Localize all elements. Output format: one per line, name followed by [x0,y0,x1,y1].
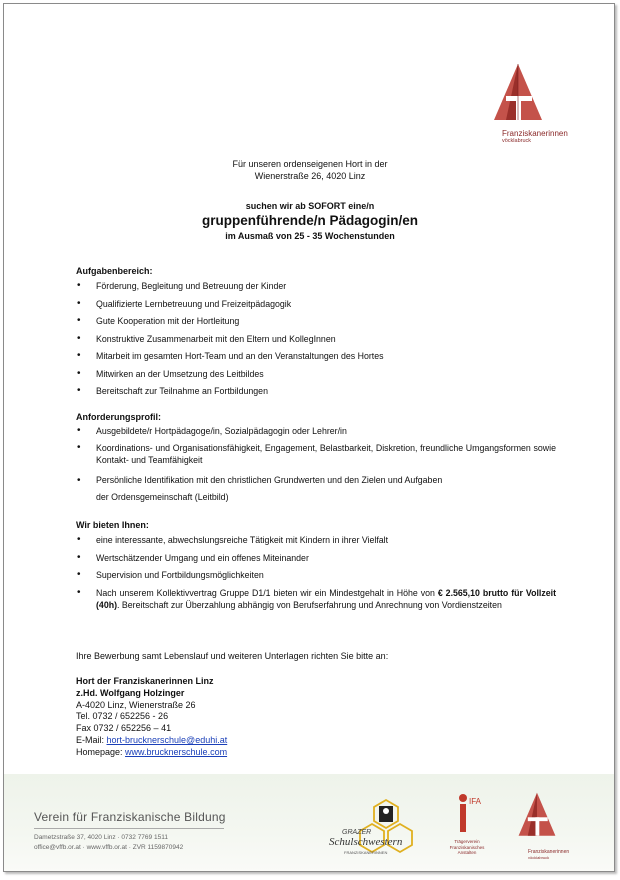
offer-heading: Wir bieten Ihnen: [76,520,149,530]
intro-line-2: Wienerstraße 26, 4020 Linz [254,171,366,181]
contact-fax: Fax 0732 / 652256 – 41 [76,723,172,734]
tasks-item: • Mitarbeit im gesamten Hort-Team und an den Veranstaltungen des Hortes [76,350,556,362]
tasks-item: • Qualifizierte Lernbetreuung und Freizeitpädagogik [76,298,556,310]
offer-list [76,534,556,611]
profile-item: • Ausgebildete/r Hortpädagoge/in, Sozialpädagogin oder Lehrer/in [76,425,556,437]
ifa-mark-text: IFA [469,797,482,806]
footer-divider [34,828,224,829]
profile-item-line-1: Persönliche Identifikation mit den christlichen Grundwerten und den Zielen und Aufgaben [96,475,443,485]
logo-subtext: vöcklabruck [502,138,532,144]
tasks-list [76,280,556,397]
offer-item [76,587,556,611]
logo-mark-icon [488,62,548,124]
contact-email-row [76,735,227,747]
salary-text-2: . Bereitschaft zur Überzahlung abhängig von Berufserfahrung und Anrechnung von Vordienstzeiten [117,599,502,610]
tasks-item: • Mitwirken an der Umsetzung des Leitbildes [76,368,556,380]
ifa-label-2: Franziskanisches [449,844,485,850]
grazer-label-2: Schulschwestern [329,836,403,848]
footer-logo-brand: Franziskanerinnen [528,849,570,855]
profile-item-line-2: der Ordensgemeinschaft (Leitbild) [96,492,229,502]
contact-address: A-4020 Linz, Wienerstraße 26 [76,699,196,710]
footer-franziskanerinnen-logo [514,786,594,860]
offer-item: • Wertschätzender Umgang und ein offenes Miteinander [76,552,556,564]
salary-amount: € 2.565,10 brutto für Vollzeit (40h) [96,587,556,610]
ifa-logo [432,790,502,856]
offer-item: • eine interessante, abwechslungsreiche Tätigkeit mit Kindern in ihrer Vielfalt [76,534,556,546]
homepage-label: Homepage: [76,746,126,757]
salary-text-1: Nach unserem Kollektivvertrag Gruppe D1/1 bieten wir ein Mindestgehalt in Höhe von [96,587,438,598]
application-note: Ihre Bewerbung samt Lebenslauf und weiteren Unterlagen richten Sie bitte an: [76,651,389,661]
profile-item: • Koordinations- und Organisationsfähigkeit, Engagement, Belastbarkeit, Diskretion, freundliche Umgangsformen sowie Kontakt- und Teamfähigkeit [76,442,556,466]
grazer-label-3: FRANZISKANERINNEN [344,850,388,855]
ifa-label-1: Trägerverein [454,839,480,844]
intro-header [4,158,615,182]
intro-line-1: Für unseren ordenseigenen Hort in der [232,159,388,169]
footer-title: Verein für Franziskanische Bildung [34,810,226,824]
footer [4,774,615,872]
ifa-label-3: Anstalten [457,850,477,855]
tasks-item: • Förderung, Begleitung und Betreuung der Kinder [76,280,556,292]
contact-web-row [76,747,227,759]
tasks-item: • Konstruktive Zusammenarbeit mit den Eltern und KollegInnen [76,333,556,345]
contact-attention: z.Hd. Wolfgang Holzinger [76,687,185,698]
footer-logo-sub: vöcklabruck [528,855,550,860]
job-heading-line-1: suchen wir ab SOFORT eine/n [245,201,375,211]
profile-heading: Anforderungsprofil: [76,412,161,422]
footer-contact: office@vffb.or.at · www.vffb.or.at · ZVR 1159870942 [34,844,184,851]
grazer-label-1: GRAZER [342,829,372,836]
grazer-hexagon-icon [324,798,424,858]
footer-logo-mark-icon [514,786,560,844]
profile-list [76,425,556,506]
email-label: E-Mail: [76,734,107,745]
logo-brand-text: Franziskanerinnen [502,129,568,138]
contact-phone: Tel. 0732 / 652256 - 26 [76,711,169,722]
ifa-mark-icon [447,790,487,834]
footer-address: Dametzstraße 37, 4020 Linz · 0732 7769 1511 [34,834,168,841]
tasks-item: • Gute Kooperation mit der Hortleitung [76,315,556,327]
offer-item: • Supervision und Fortbildungsmöglichkeiten [76,569,556,581]
document-page [3,3,615,872]
job-hours: im Ausmaß von 25 - 35 Wochenstunden [225,231,395,241]
tasks-item: • Bereitschaft zur Teilnahme an Fortbildungen [76,385,556,397]
job-title: gruppenführende/n Pädagogin/en [202,213,418,228]
email-link[interactable]: hort-brucknerschule@eduhi.at [106,734,228,745]
profile-item [76,472,556,506]
job-heading [4,200,615,242]
franziskanerinnen-logo [488,62,578,144]
contact-org: Hort der Franziskanerinnen Linz [76,676,214,686]
contact-block [76,676,227,759]
homepage-link[interactable]: www.brucknerschule.com [125,746,228,757]
tasks-heading: Aufgabenbereich: [76,266,153,276]
